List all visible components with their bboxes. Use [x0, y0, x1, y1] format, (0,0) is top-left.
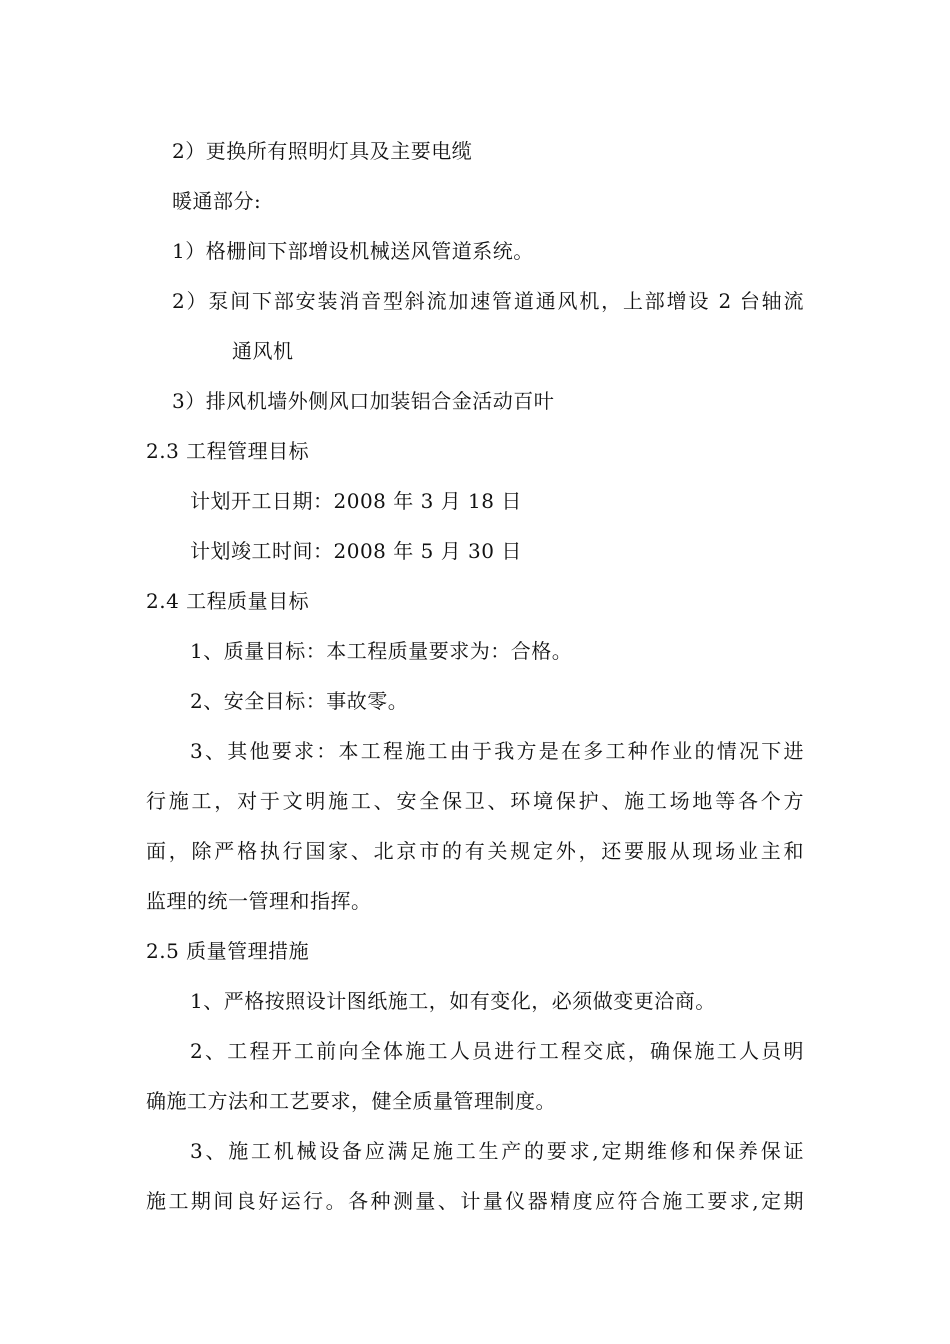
other-requirements-line-1: 3、其他要求：本工程施工由于我方是在多工种作业的情况下进 — [190, 739, 804, 763]
planned-completion-date: 计划竣工时间：2008 年 5 月 30 日 — [190, 539, 522, 563]
measure-1: 1、严格按照设计图纸施工，如有变化，必须做变更洽商。 — [190, 989, 716, 1013]
section-heading-2-3: 2.3 工程管理目标 — [146, 439, 310, 463]
section-hvac-heading: 暖通部分: — [172, 189, 262, 213]
list-item-grille-room: 1）格栅间下部增设机械送风管道系统。 — [172, 239, 534, 263]
list-item-lighting: 2）更换所有照明灯具及主要电缆 — [172, 139, 473, 163]
measure-3-line-1: 3、施工机械设备应满足施工生产的要求,定期维修和保养保证 — [190, 1139, 804, 1163]
planned-start-date: 计划开工日期：2008 年 3 月 18 日 — [190, 489, 522, 513]
safety-goal: 2、安全目标：事故零。 — [190, 689, 409, 713]
quality-goal: 1、质量目标：本工程质量要求为：合格。 — [190, 639, 573, 663]
measure-2-line-1: 2、工程开工前向全体施工人员进行工程交底，确保施工人员明 — [190, 1039, 804, 1063]
list-item-pump-room-cont: 通风机 — [232, 339, 294, 363]
list-item-exhaust-louver: 3）排风机墙外侧风口加装铝合金活动百叶 — [172, 389, 555, 413]
section-heading-2-4: 2.4 工程质量目标 — [146, 589, 310, 613]
section-heading-2-5: 2.5 质量管理措施 — [146, 939, 310, 963]
other-requirements-line-4: 监理的统一管理和指挥。 — [146, 889, 372, 913]
measure-2-line-2: 确施工方法和工艺要求，健全质量管理制度。 — [146, 1089, 556, 1113]
other-requirements-line-2: 行施工，对于文明施工、安全保卫、环境保护、施工场地等各个方 — [146, 789, 804, 813]
list-item-pump-room: 2）泵间下部安装消音型斜流加速管道通风机，上部增设 2 台轴流 — [172, 289, 804, 313]
measure-3-line-2: 施工期间良好运行。各种测量、计量仪器精度应符合施工要求,定期 — [146, 1189, 804, 1213]
other-requirements-line-3: 面，除严格执行国家、北京市的有关规定外，还要服从现场业主和 — [146, 839, 804, 863]
